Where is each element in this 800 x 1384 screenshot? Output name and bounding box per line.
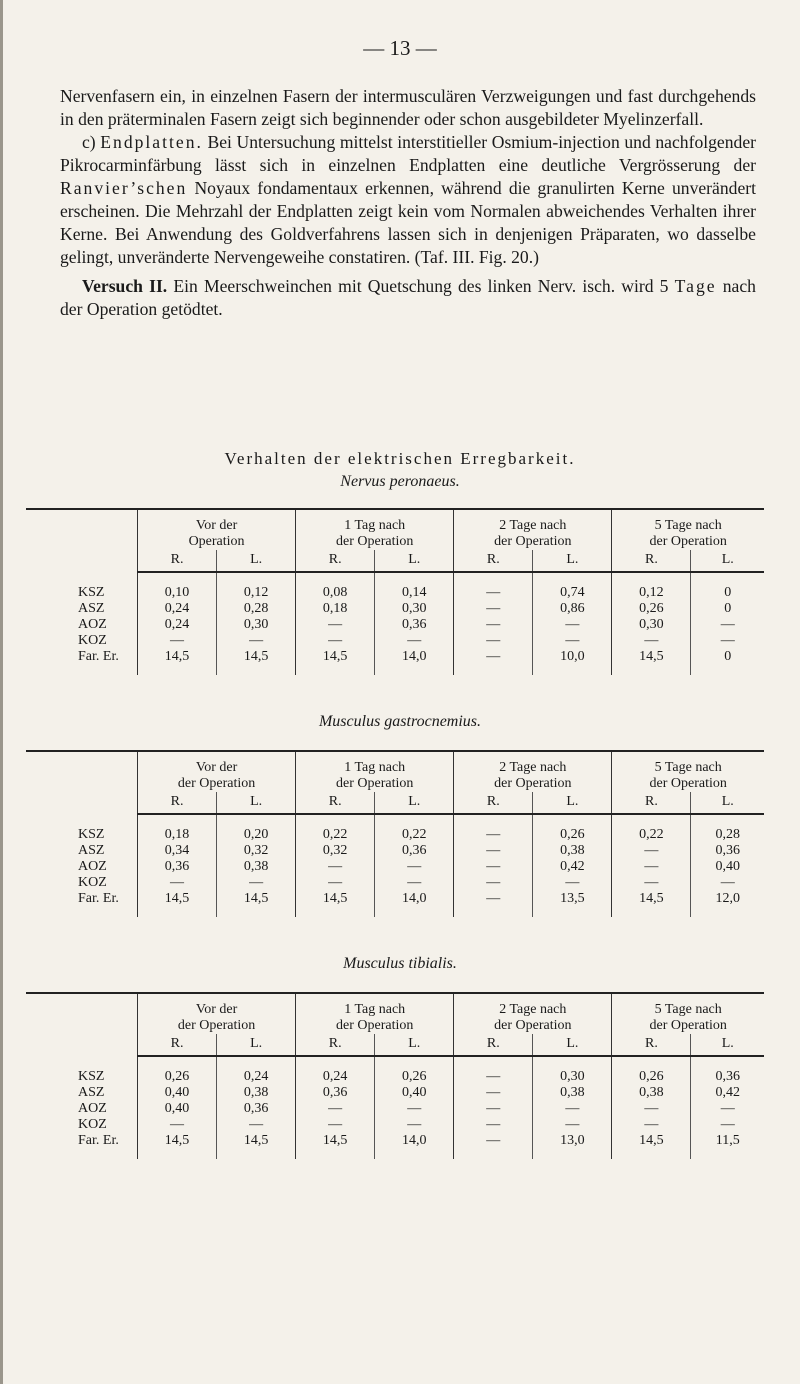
group-header-line1: 5 Tage nach xyxy=(654,760,722,775)
group-header-line1: 5 Tage nach xyxy=(654,518,722,533)
table-cell: 0,38 xyxy=(217,1085,296,1101)
table-cell: 0,12 xyxy=(612,572,691,601)
row-label: KOZ xyxy=(78,633,107,648)
table-row xyxy=(26,843,764,859)
group-header-line1: 1 Tag nach xyxy=(344,518,406,533)
table-cell: 0,36 xyxy=(691,843,764,859)
row-label: AOZ xyxy=(78,859,107,874)
table-cell: 14,5 xyxy=(217,1133,296,1159)
table-cell: — xyxy=(612,859,691,875)
group-header-line2: der Operation xyxy=(336,776,414,791)
side-header-right: R. xyxy=(138,792,217,814)
table-cell: 0,36 xyxy=(375,843,454,859)
table-cell: 0,12 xyxy=(217,572,296,601)
table-cell: — xyxy=(454,633,533,649)
group-header xyxy=(454,993,612,1034)
experiment-label: Versuch II. xyxy=(82,276,168,296)
row-label: KSZ xyxy=(78,826,105,842)
table-cell: — xyxy=(454,617,533,633)
paragraph-text: Noyaux fondamentaux erkennen, während die granulirten Kerne unverändert erscheinen. Die Mehrzahl der Endplatten zeigt kein vom Normalen abweichendes Verhalten ihrer Kerne. Bei Anwendung des Goldverfahrens lassen sich in denjenigen Präparaten, wo dasselbe gelingt, unveränderte Nervengeweihe constatiren. (Taf. III. Fig. 20.) xyxy=(60,178,756,267)
table-cell: 0,22 xyxy=(296,814,375,843)
table-cell: — xyxy=(612,633,691,649)
table-cell: 14,5 xyxy=(296,1133,375,1159)
side-header-left: L. xyxy=(691,1034,764,1056)
table-cell: — xyxy=(217,633,296,649)
row-label: Far. Er. xyxy=(78,1133,119,1148)
side-header-right: R. xyxy=(454,550,533,572)
table-cell: — xyxy=(138,1117,217,1133)
row-label: KOZ xyxy=(78,1117,107,1132)
table-cell: — xyxy=(612,1117,691,1133)
paragraph-versuch xyxy=(60,275,756,321)
table-cell: 0,40 xyxy=(691,859,764,875)
table-cell: 14,5 xyxy=(612,649,691,675)
table-cell: 0,30 xyxy=(612,617,691,633)
row-label: ASZ xyxy=(78,843,105,858)
side-header-right: R. xyxy=(296,550,375,572)
group-header xyxy=(454,509,612,550)
table-cell: — xyxy=(454,814,533,843)
group-header-line1: Vor der xyxy=(195,760,238,775)
table-cell: 0,38 xyxy=(533,1085,612,1101)
table-cell: 0,24 xyxy=(138,617,217,633)
table-cell: 0,42 xyxy=(533,859,612,875)
table-cell: — xyxy=(375,875,454,891)
side-header-left: L. xyxy=(533,1034,612,1056)
table-cell: 14,5 xyxy=(296,649,375,675)
side-header-left: L. xyxy=(691,550,764,572)
table-cell: — xyxy=(454,649,533,675)
table-row xyxy=(26,649,764,675)
tables-title: Verhalten der elektrischen Erregbarkeit. xyxy=(224,449,576,468)
table-cell: — xyxy=(454,1101,533,1117)
side-header-right: R. xyxy=(138,550,217,572)
group-header-line1: 1 Tag nach xyxy=(344,1002,406,1017)
group-header xyxy=(138,993,296,1034)
table-cell: 14,5 xyxy=(217,891,296,917)
group-header xyxy=(454,751,612,792)
table-cell: 0 xyxy=(691,649,764,675)
group-header-line2: der Operation xyxy=(649,776,727,791)
table-cell: 0,30 xyxy=(375,601,454,617)
table-cell: 0,26 xyxy=(138,1056,217,1085)
table-row xyxy=(26,601,764,617)
side-header-left: L. xyxy=(217,550,296,572)
table-cell: 13,5 xyxy=(533,891,612,917)
table-cell: — xyxy=(691,633,764,649)
table-row xyxy=(26,891,764,917)
table-cell: 0,26 xyxy=(612,1056,691,1085)
side-header-right: R. xyxy=(612,550,691,572)
table-row xyxy=(26,814,764,843)
table-cell: 0,36 xyxy=(138,859,217,875)
table-cell: 0,36 xyxy=(217,1101,296,1117)
table-cell: 0,14 xyxy=(375,572,454,601)
table-cell: 0,30 xyxy=(533,1056,612,1085)
group-header-line1: Vor der xyxy=(195,518,238,533)
table-cell: 0,26 xyxy=(533,814,612,843)
table-cell: — xyxy=(454,843,533,859)
group-header-line1: 2 Tage nach xyxy=(499,760,567,775)
group-header xyxy=(296,751,454,792)
table-cell: 0,32 xyxy=(217,843,296,859)
table-cell: 14,5 xyxy=(296,891,375,917)
table-cell: — xyxy=(533,1117,612,1133)
group-header xyxy=(612,751,764,792)
table-1-subtitle: Nervus peronaeus. xyxy=(340,473,460,490)
table-cell: 0,26 xyxy=(375,1056,454,1085)
table-cell: — xyxy=(454,1056,533,1085)
paragraph-1: Nervenfasern ein, in einzelnen Fasern der intermusculären Verzweigungen und fast durchgehends in den präterminalen Fasern zeigt sich beginnender oder schon ausgebildeter Myelinzerfall. xyxy=(60,86,756,129)
table-cell: 0,26 xyxy=(612,601,691,617)
table-cell: — xyxy=(691,617,764,633)
table-cell: 0,24 xyxy=(217,1056,296,1085)
row-label: KSZ xyxy=(78,584,105,600)
group-header xyxy=(612,993,764,1034)
table-cell: — xyxy=(454,859,533,875)
paragraph-text: Ein Meerschweinchen mit Quetschung des linken Nerv. isch. wird 5 xyxy=(167,276,675,296)
table-cell: — xyxy=(138,875,217,891)
group-header-line2: der Operation xyxy=(494,534,572,549)
table-row xyxy=(26,875,764,891)
table-cell: 13,0 xyxy=(533,1133,612,1159)
header-blank xyxy=(26,509,138,572)
table-musculus-tibialis xyxy=(26,992,764,1159)
side-header-right: R. xyxy=(138,1034,217,1056)
paragraph-prefix: c) xyxy=(82,132,101,152)
group-header-line1: 2 Tage nach xyxy=(499,1002,567,1017)
table-cell: 0,36 xyxy=(375,617,454,633)
table-cell: 14,0 xyxy=(375,649,454,675)
table-cell: — xyxy=(533,617,612,633)
table-cell: 0,32 xyxy=(296,843,375,859)
table-cell: — xyxy=(533,633,612,649)
table-cell: 11,5 xyxy=(691,1133,764,1159)
table-cell: — xyxy=(612,875,691,891)
table-cell: 14,5 xyxy=(612,891,691,917)
table-cell: — xyxy=(217,875,296,891)
row-label: ASZ xyxy=(78,1085,105,1100)
paragraph-endplatten xyxy=(60,131,756,269)
header-blank xyxy=(26,993,138,1056)
group-header-line1: 5 Tage nach xyxy=(654,1002,722,1017)
group-header-line1: 2 Tage nach xyxy=(499,518,567,533)
table-cell: — xyxy=(296,1117,375,1133)
group-header xyxy=(138,751,296,792)
table-cell: 0,18 xyxy=(138,814,217,843)
group-header-line2: der Operation xyxy=(177,1018,256,1033)
table-cell: — xyxy=(375,1117,454,1133)
table-cell: 0,40 xyxy=(138,1085,217,1101)
table-cell: 14,0 xyxy=(375,1133,454,1159)
table-cell: 0,22 xyxy=(612,814,691,843)
table-cell: 0,38 xyxy=(217,859,296,875)
table-cell: 14,5 xyxy=(138,1133,217,1159)
side-header-right: R. xyxy=(612,1034,691,1056)
table-cell: 14,5 xyxy=(138,891,217,917)
table-cell: — xyxy=(454,891,533,917)
side-header-left: L. xyxy=(533,550,612,572)
table-cell: 0,24 xyxy=(138,601,217,617)
table-cell: — xyxy=(296,859,375,875)
group-header xyxy=(138,509,296,550)
table-cell: 0,20 xyxy=(217,814,296,843)
side-header-left: L. xyxy=(217,792,296,814)
table-cell: — xyxy=(533,1101,612,1117)
group-header-line2: Operation xyxy=(188,534,245,549)
table-row xyxy=(26,1056,764,1085)
group-header-line2: der Operation xyxy=(177,776,256,791)
table-cell: 0,24 xyxy=(296,1056,375,1085)
table-cell: 0 xyxy=(691,601,764,617)
table-cell: — xyxy=(217,1117,296,1133)
table-cell: 0,28 xyxy=(217,601,296,617)
table-cell: — xyxy=(612,1101,691,1117)
table-cell: 14,5 xyxy=(612,1133,691,1159)
table-cell: — xyxy=(691,875,764,891)
table-cell: — xyxy=(138,633,217,649)
side-header-right: R. xyxy=(612,792,691,814)
side-header-left: L. xyxy=(217,1034,296,1056)
group-header xyxy=(296,509,454,550)
table-musculus-gastrocnemius xyxy=(26,750,764,917)
table-cell: — xyxy=(454,1133,533,1159)
table-cell: 14,5 xyxy=(217,649,296,675)
page-number: — 13 — xyxy=(363,36,437,60)
section-heading-endplatten: Endplatten. xyxy=(100,132,203,152)
table-cell: — xyxy=(691,1117,764,1133)
table-cell: 12,0 xyxy=(691,891,764,917)
table-row xyxy=(26,572,764,601)
emphasis-tage: Tage xyxy=(674,276,717,296)
group-header-line2: der Operation xyxy=(494,776,572,791)
group-header-line2: der Operation xyxy=(494,1018,572,1033)
table-row xyxy=(26,617,764,633)
side-header-right: R. xyxy=(454,792,533,814)
table-cell: — xyxy=(454,875,533,891)
table-cell: — xyxy=(454,601,533,617)
group-header xyxy=(612,509,764,550)
table-cell: — xyxy=(454,1085,533,1101)
row-label: Far. Er. xyxy=(78,891,119,906)
table-cell: 0,30 xyxy=(217,617,296,633)
group-header xyxy=(296,993,454,1034)
side-header-right: R. xyxy=(296,1034,375,1056)
table-cell: 0,28 xyxy=(691,814,764,843)
group-header-line1: Vor der xyxy=(195,1002,238,1017)
table-row xyxy=(26,1085,764,1101)
row-label: AOZ xyxy=(78,1101,107,1116)
table-2-subtitle: Musculus gastrocnemius. xyxy=(318,713,482,730)
row-label: ASZ xyxy=(78,601,105,616)
table-cell: 0,40 xyxy=(375,1085,454,1101)
row-label: AOZ xyxy=(78,617,107,632)
side-header-left: L. xyxy=(375,792,454,814)
side-header-left: L. xyxy=(375,550,454,572)
table-cell: 0,36 xyxy=(296,1085,375,1101)
table-cell: 0,08 xyxy=(296,572,375,601)
table-cell: — xyxy=(533,875,612,891)
side-header-right: R. xyxy=(296,792,375,814)
body-text xyxy=(60,85,756,321)
table-cell: — xyxy=(454,1117,533,1133)
table-cell: 0,86 xyxy=(533,601,612,617)
table-cell: — xyxy=(375,859,454,875)
table-nervus-peronaeus xyxy=(26,508,764,675)
table-cell: 10,0 xyxy=(533,649,612,675)
table-cell: — xyxy=(296,633,375,649)
table-cell: 0,74 xyxy=(533,572,612,601)
table-cell: 0 xyxy=(691,572,764,601)
table-row xyxy=(26,859,764,875)
table-cell: 0,38 xyxy=(612,1085,691,1101)
table-cell: 0,36 xyxy=(691,1056,764,1085)
side-header-left: L. xyxy=(691,792,764,814)
table-cell: 0,18 xyxy=(296,601,375,617)
group-header-line2: der Operation xyxy=(649,534,727,549)
table-cell: — xyxy=(691,1101,764,1117)
table-cell: — xyxy=(296,875,375,891)
table-cell: 0,42 xyxy=(691,1085,764,1101)
row-label: KSZ xyxy=(78,1068,105,1084)
table-row xyxy=(26,1133,764,1159)
table-cell: 0,34 xyxy=(138,843,217,859)
group-header-line2: der Operation xyxy=(336,1018,414,1033)
table-cell: — xyxy=(612,843,691,859)
side-header-left: L. xyxy=(533,792,612,814)
header-blank xyxy=(26,751,138,814)
group-header-line2: der Operation xyxy=(649,1018,727,1033)
table-cell: — xyxy=(296,1101,375,1117)
table-3-subtitle: Musculus tibialis. xyxy=(343,955,457,972)
side-header-right: R. xyxy=(454,1034,533,1056)
paragraph-text: nach der Operation getödtet. xyxy=(60,276,756,319)
table-row xyxy=(26,633,764,649)
table-row xyxy=(26,1117,764,1133)
table-row xyxy=(26,1101,764,1117)
group-header-line1: 1 Tag nach xyxy=(344,760,406,775)
side-header-left: L. xyxy=(375,1034,454,1056)
table-cell: — xyxy=(454,572,533,601)
group-header-line2: der Operation xyxy=(336,534,414,549)
paragraph-text: Bei Untersuchung mittelst interstitieller Osmium-injection und nachfolgender Pikrocarminfärbung lässt sich in einzelnen Endplatten eine deutliche Vergrösserung der xyxy=(60,132,756,175)
table-cell: 0,22 xyxy=(375,814,454,843)
row-label: KOZ xyxy=(78,875,107,890)
table-cell: 14,0 xyxy=(375,891,454,917)
table-cell: — xyxy=(375,633,454,649)
table-cell: — xyxy=(296,617,375,633)
author-name: Ranvier’schen xyxy=(60,178,188,198)
table-cell: — xyxy=(375,1101,454,1117)
table-cell: 0,10 xyxy=(138,572,217,601)
row-label: Far. Er. xyxy=(78,649,119,664)
table-cell: 14,5 xyxy=(138,649,217,675)
table-cell: 0,40 xyxy=(138,1101,217,1117)
table-cell: 0,38 xyxy=(533,843,612,859)
